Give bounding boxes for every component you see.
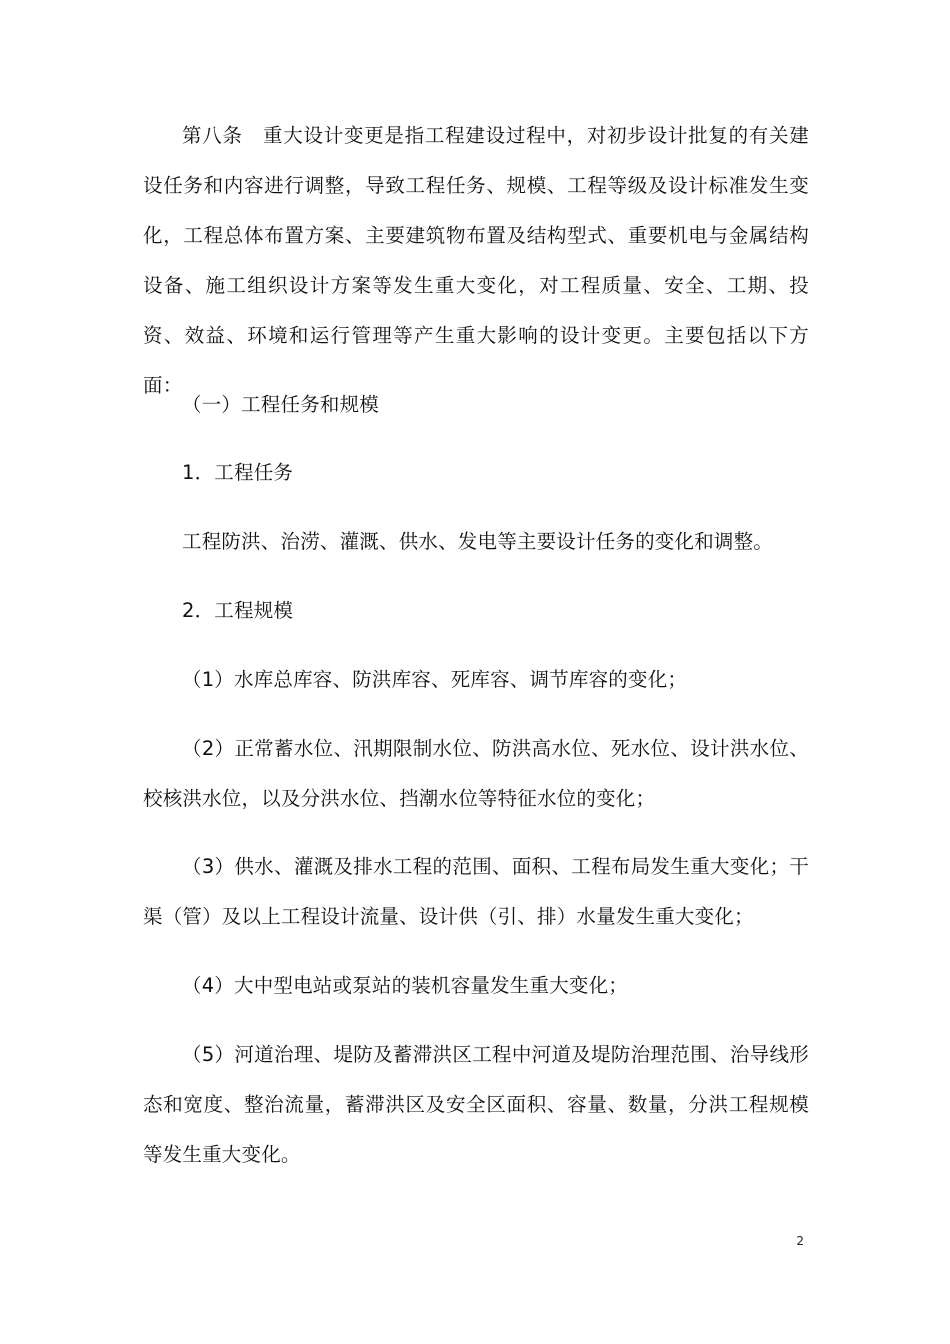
scale-item-3: （3）供水、灌溉及排水工程的范围、面积、工程布局发生重大变化；干渠（管）及以上工程设计流量、设计供（引、排）水量发生重大变化； [143, 855, 809, 928]
scale-item-4: （4）大中型电站或泵站的装机容量发生重大变化； [182, 974, 629, 997]
article-8-paragraph: 第八条 重大设计变更是指工程建设过程中，对初步设计批复的有关建设任务和内容进行调整，导致工程任务、规模、工程等级及设计标准发生变化，工程总体布置方案、主要建筑物布置及结构型式、重要机电与金属结构设备、施工组织设计方案等发生重大变化，对工程质量、安全、工期、投资、效益、环境和运行管理等产生重大影响的设计变更。主要包括以下方面： [143, 124, 809, 397]
page-number: 2 [796, 1234, 804, 1248]
scale-item-5: （5）河道治理、堤防及蓄滞洪区工程中河道及堤防治理范围、治导线形态和宽度、整治流量，蓄滞洪区及安全区面积、容量、数量，分洪工程规模等发生重大变化。 [143, 1043, 809, 1166]
subheading-engineering-task: 1．工程任务 [182, 461, 294, 484]
engineering-task-paragraph: 工程防洪、治涝、灌溉、供水、发电等主要设计任务的变化和调整。 [182, 530, 774, 553]
scale-item-2: （2）正常蓄水位、汛期限制水位、防洪高水位、死水位、设计洪水位、校核洪水位，以及分洪水位、挡潮水位等特征水位的变化； [143, 737, 809, 810]
section-heading-task-scale: （一）工程任务和规模 [182, 393, 380, 416]
subheading-engineering-scale: 2．工程规模 [182, 599, 294, 622]
scale-item-1: （1）水库总库容、防洪库容、死库容、调节库容的变化； [182, 668, 688, 691]
